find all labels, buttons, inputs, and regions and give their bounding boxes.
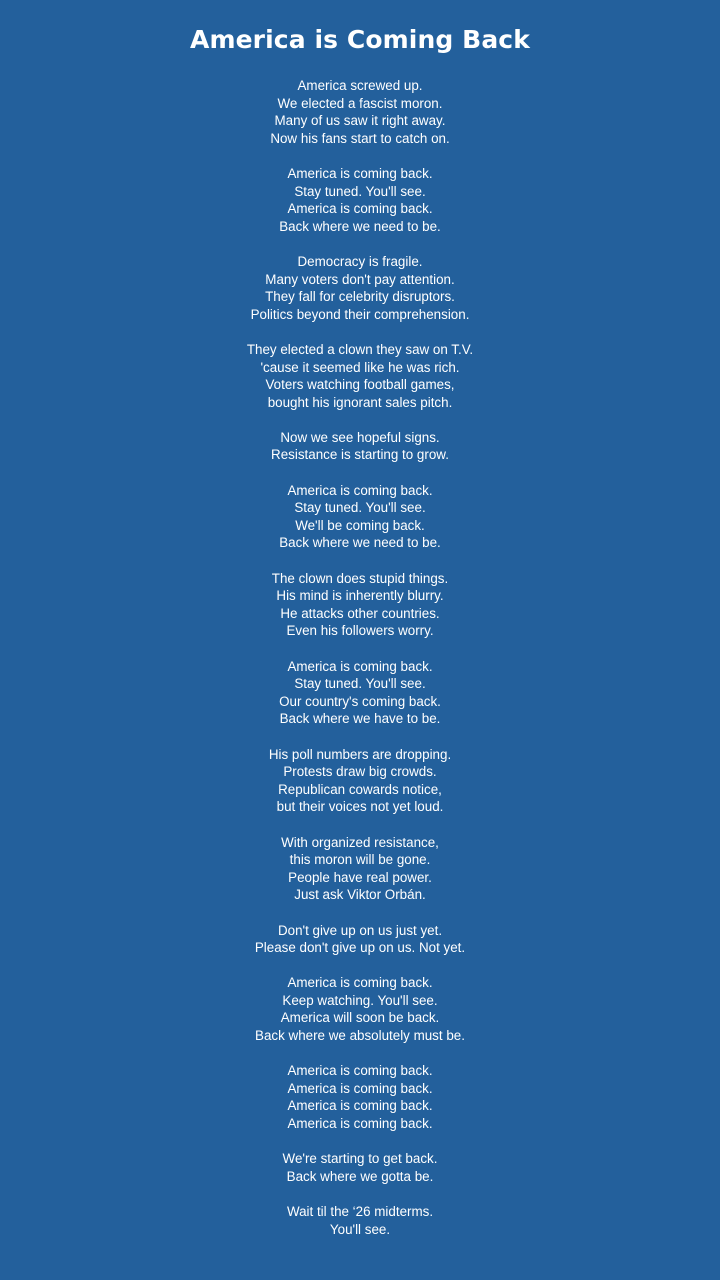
- poem-line: We elected a fascist moron.: [277, 95, 443, 111]
- stanza: [0, 1150, 720, 1185]
- poem-line: Many voters don't pay attention.: [265, 271, 455, 287]
- poem-line: You'll see.: [329, 1221, 391, 1237]
- poem-line: Many of us saw it right away.: [274, 113, 446, 129]
- poem-line: America is coming back.: [287, 165, 433, 181]
- poem-line: Now his fans start to catch on.: [270, 130, 450, 146]
- poem-line: His poll numbers are dropping.: [268, 746, 452, 762]
- poem-line: America is coming back.: [287, 658, 433, 674]
- poem-line: 'cause it seemed like he was rich.: [260, 359, 460, 375]
- poem-line: America is coming back.: [287, 1116, 433, 1132]
- poem-line: Back where we need to be.: [279, 218, 441, 234]
- poem-line: bought his ignorant sales pitch.: [267, 394, 453, 410]
- poem-line: Back where we have to be.: [279, 711, 441, 727]
- poem-line: He attacks other countries.: [280, 605, 440, 621]
- stanza: [0, 429, 720, 464]
- poem-line: America is coming back.: [287, 1098, 433, 1114]
- poem-line: Protests draw big crowds.: [283, 764, 437, 780]
- poem-title: America is Coming Back: [190, 25, 530, 54]
- poem-line: Even his followers worry.: [286, 623, 434, 639]
- poem-line: America is coming back.: [287, 1080, 433, 1096]
- poem-line: The clown does stupid things.: [271, 570, 449, 586]
- poem-line: America is coming back.: [287, 975, 433, 991]
- poem-line: Please don't give up on us. Not yet.: [254, 940, 466, 956]
- poem-line: They elected a clown they saw on T.V.: [246, 341, 474, 357]
- poem-line: America is coming back.: [287, 482, 433, 498]
- poem-line: Resistance is starting to grow.: [271, 447, 449, 463]
- poem-line: America is coming back.: [287, 1063, 433, 1079]
- stanza: [0, 482, 720, 552]
- stanza: [0, 746, 720, 816]
- stanza: [0, 922, 720, 957]
- poem-line: Just ask Viktor Orbán.: [294, 887, 426, 903]
- poem-line: Back where we absolutely must be.: [255, 1028, 465, 1044]
- poem-line: We're starting to get back.: [282, 1151, 438, 1167]
- poem-line: With organized resistance,: [281, 834, 439, 850]
- poem-line: His mind is inherently blurry.: [276, 588, 444, 604]
- stanza: [0, 1203, 720, 1238]
- poem-line: Stay tuned. You'll see.: [294, 676, 426, 692]
- stanza: [0, 253, 720, 323]
- poem-line: this moron will be gone.: [289, 852, 431, 868]
- poem-line: Wait til the ‘26 midterms.: [286, 1204, 434, 1219]
- poem-line: Politics beyond their comprehension.: [250, 306, 470, 322]
- poem-line: but their voices not yet loud.: [276, 799, 444, 815]
- poem-line: America is coming back.: [287, 201, 433, 217]
- poem-body: [0, 77, 720, 1238]
- stanza: [0, 974, 720, 1044]
- poem-line: Back where we need to be.: [279, 535, 441, 551]
- stanza: [0, 1062, 720, 1132]
- poem-line: Don't give up on us just yet.: [277, 922, 443, 938]
- stanza: [0, 658, 720, 728]
- poem-line: Democracy is fragile.: [297, 253, 423, 269]
- stanza: [0, 77, 720, 147]
- poem-line: Our country's coming back.: [279, 693, 441, 709]
- poem-line: Stay tuned. You'll see.: [294, 500, 426, 516]
- poem-line: Back where we gotta be.: [286, 1168, 434, 1184]
- poem-line: We'll be coming back.: [295, 517, 425, 533]
- stanza: [0, 570, 720, 640]
- poem-line: People have real power.: [288, 869, 432, 885]
- poem-line: They fall for celebrity disruptors.: [265, 289, 455, 305]
- poem-line: Now we see hopeful signs.: [280, 429, 440, 445]
- poem-line: Voters watching football games,: [265, 377, 455, 393]
- stanza: [0, 165, 720, 235]
- stanza: [0, 341, 720, 411]
- stanza: [0, 834, 720, 904]
- poem-line: Keep watching. You'll see.: [282, 992, 438, 1008]
- poem-line: Republican cowards notice,: [278, 781, 442, 797]
- poem-line: America screwed up.: [297, 78, 423, 93]
- poem-line: Stay tuned. You'll see.: [294, 183, 426, 199]
- poem-line: America will soon be back.: [280, 1010, 440, 1026]
